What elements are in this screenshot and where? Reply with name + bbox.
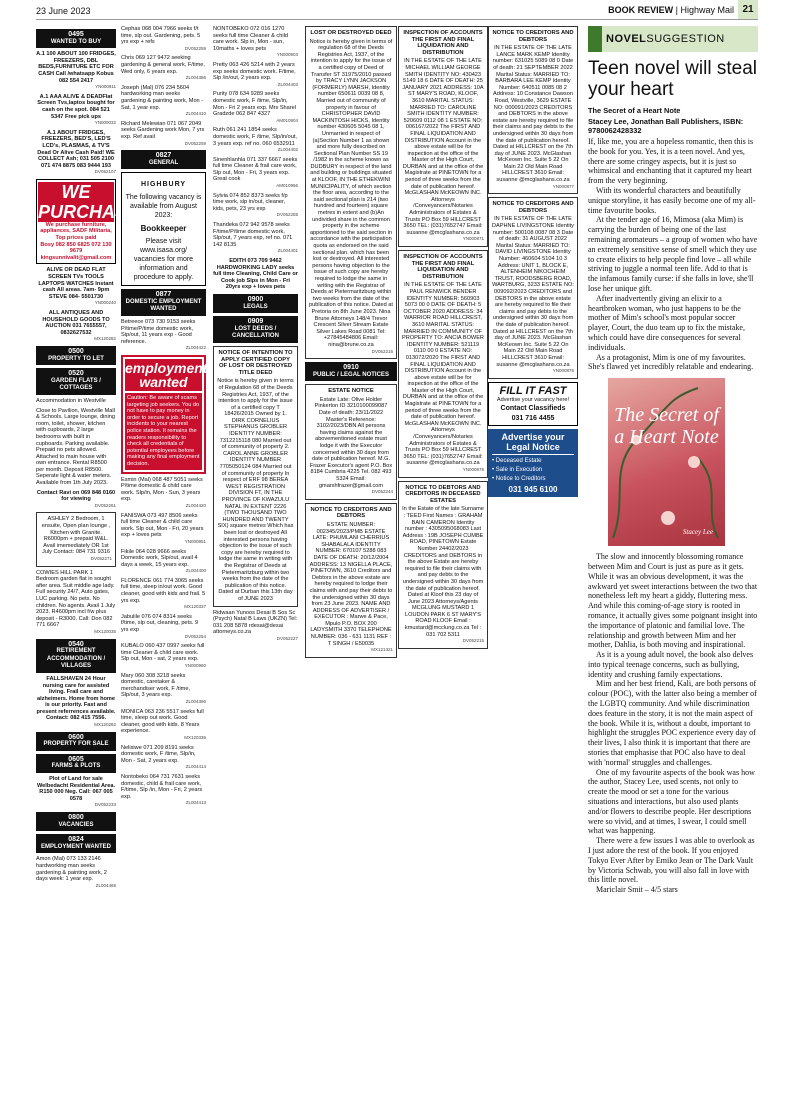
classified-text <box>121 709 206 742</box>
ad-ref: ZL004410 <box>185 111 206 117</box>
ad-text: ALIVE OR DEAD FLAT SCREEN TVs TOOLS LAPTOPS WATCHES Instant cash All areas. 7am- 9pm STEVE 084- 5501730 <box>38 267 114 300</box>
classified-text <box>121 26 206 52</box>
ad-text: Joseph (Mal) 076 234 5604 hardworking man seeks gardening & painting work, Mon - Sat, 1 year exp. <box>121 84 204 111</box>
classified-ad <box>36 310 116 343</box>
notice-heading: INSPECTION OF ACCOUNTS THE FIRST AND FINAL LIQUIDATION AND DISTRIBUTION <box>403 30 483 56</box>
section-number: 0827 <box>155 152 172 160</box>
section-number: 0877 <box>155 291 172 299</box>
boxed-ad <box>36 512 116 566</box>
notice-ref: DV052216 <box>371 348 393 354</box>
section-label <box>608 5 734 15</box>
purchase-email: kingsunnivalit@gmail.com <box>40 254 112 261</box>
ad-ref: ZL004468 <box>95 882 116 888</box>
review-paragraph: The slow and innocently blossoming romance between Mim and Court is just as pure as it gets. While it was an obvious development, it was the awkward yet sweet interactions between the two that nonetheless left my heart a giddy, fluttering mess. And while this coming-of-age story is rooted in romance, it actually gives some poignant insight into the importance of platonic and familial love. The relationship and growth between Mim and her mother, Dahlia, is both moving and inspirational. <box>588 552 758 650</box>
section-title: EMPLOYMENT WANTED <box>41 843 111 850</box>
ad-ref: DV052259 <box>184 45 206 51</box>
classified-text <box>121 745 206 771</box>
section-heading <box>36 639 116 673</box>
notice-ref: MX121321 <box>371 647 393 653</box>
legal-notice <box>213 346 298 607</box>
section-heading <box>36 732 116 751</box>
issue-date: 23 June 2023 <box>36 6 91 16</box>
ad-text: Esmin (Mal) 068 487 5051 seeks P/time domestic & child care work. Slp/in, Mon - Sun, 3 years exp. <box>121 476 203 503</box>
classifieds-column-3 <box>213 26 298 1106</box>
notice-ref: YN000875 <box>462 467 484 472</box>
ad-text: Chris 069 127 9472 seeking gardening & general work, F/time, Wed only, 6 years exp. <box>121 55 205 75</box>
ad-ref: MX120337 <box>184 604 206 610</box>
section-title: DOMESTIC EMPLOYMENT WANTED <box>125 298 202 313</box>
ad-ref: ZL004402 <box>277 147 298 153</box>
ad-text: Contact Ravi on 069 848 0160 for viewing <box>36 489 116 503</box>
ad-ref: MX120336 <box>184 734 206 740</box>
classified-ad <box>36 94 116 127</box>
ad-text: Mary 060 308 3218 seeks domestic, caretaker & merchandiser work, F /time, Slp/out, 3 years exp. <box>121 672 191 699</box>
section-heading <box>36 346 116 365</box>
legal-notice <box>305 26 397 359</box>
section-heading <box>121 289 206 316</box>
legal-notice <box>305 384 397 500</box>
ad-text: A.1 ABOUT FRIDGES, FREEZERS, BED'S, LED'S LCD's, PLASMAS, & TV'S Dead Or Alive Cash Paid! WE COLLECT Ash; 031 505 2100 071 474 8875 083 9444 193 <box>37 129 115 169</box>
ad-ref: YN000911 <box>95 84 116 90</box>
review-body-top <box>588 137 758 372</box>
ad-ref: DV052107 <box>94 169 116 175</box>
classified-text <box>121 319 206 352</box>
review-paragraph: At the tender age of 16, Mimosa (aka Mim) is carrying the burden of being one of the last remaining aromateurs – a group of women who have an extremely sensitive sense of smell which they use to create elixirs to help people find love – all while striving to juggle a normal teen life. Add to that is the infamous family curse: if she falls in love, she'll lose her unique gift. <box>588 215 758 293</box>
notice-heading: ESTATE NOTICE <box>328 388 374 395</box>
ad-ref: ZL004420 <box>185 502 206 508</box>
classified-text <box>121 55 206 81</box>
section-title: LOST DEEDS / CANCELLATION <box>232 325 279 340</box>
classified-text <box>36 570 116 636</box>
legal-column-1 <box>305 26 397 1106</box>
ad-ref: ZL004400 <box>185 568 206 574</box>
banner-bold: NOVEL <box>606 33 647 45</box>
ad-text: Richard Melewian 071 067 2049 seeks Gardening work Mon, 7 yrs exp. Ref avail <box>121 120 205 140</box>
legal-notice-ad <box>488 429 578 497</box>
classified-ad <box>213 258 298 291</box>
ad-text: FALLSHAVEN 24 Hour nursing care for assisted living. Frail care and alzheimers. Home from home is our priority. Fast and present referrences available. Contact: 082 415 7556. <box>36 675 116 722</box>
section-number: 0540 <box>68 640 84 648</box>
fill-contact: Contact Classifieds <box>500 405 566 413</box>
legal-list-item: • Deceased Estate <box>492 458 542 465</box>
notice-heading: NOTICE TO DEBTORS AND CREDITORS IN DECEASED ESTATES <box>405 484 481 504</box>
ad-ref: DV052259 <box>184 140 206 146</box>
section-heading <box>36 834 116 853</box>
section-number: 0520 <box>68 370 84 378</box>
ad-ref: MX120035 <box>94 628 116 634</box>
section-number: 0900 <box>247 295 264 303</box>
notice-heading: NOTICE TO CREDITORS AND DEBTORS <box>492 30 574 43</box>
notice-ref: YN000871 <box>462 236 484 242</box>
classified-text <box>213 157 298 190</box>
classified-text <box>121 774 206 807</box>
legal-phone: 031 945 6100 <box>508 485 558 495</box>
classified-text <box>213 193 298 219</box>
ad-ref: ZL004403 <box>277 81 298 87</box>
ad-text: A.1 AAA ALIVE & DEADFlat Screen Tvs,laptos bought for cash on the spot. 084 521 5347 Free pick ups <box>37 93 115 120</box>
notice-body: Notice is hereby given in terms of Regulation 68 of the Deeds Registries Act, 1937, of the intention to apply for the issue of a certified copy T 18426/2015 Owned by 1. DIRK CORNELIUS STEPHANUS GROBLER IDENTITY NUMBER: 7312215118 080 Married out of community of property 2. CAROL ANNE GROBLER IDENTITY NUMBER 7705050124 084 Married out of community of property In respect of ERF 98 BEREA WEST REGISTRATION DIVISION FT, IN THE PROVINCE OF KWAZULU NATAL IN EXTENT 2226 (TWO THOUSAND TWO HUNDRED AND TWENTY SIX) square metres Which has been lost or destroyed All interested persons having objection to the issue of such copy are hereby required to lodge the same in writing with the Registrar of Deeds at Pietermaritzburg within two weeks from the date of the publication of this notice. Dated at Durban this 13th day of JUNE 2023 <box>217 378 294 602</box>
ad-ref: MX120282 <box>94 336 116 342</box>
section-title: PROPERTY FOR SALE <box>43 741 109 748</box>
legal-notice <box>398 250 488 478</box>
ad-ref: YN000960 <box>184 663 206 668</box>
vacancy-more: Please visit www.isasa.org/ vacancies for more information and procedure to apply. <box>133 238 194 282</box>
cover-title: The Secret of a Heart Note <box>614 404 719 449</box>
ad-ref: AM010956 <box>276 183 298 189</box>
section-heading <box>36 368 116 395</box>
ad-text: Jabulile 076 074 8314 seeks f/time, slp out, cleaning, pets. 9 yrs exp <box>121 613 199 634</box>
notice-body: IN THE ESTATE OF THE LATE DAPHNE LIVINGSTONE Identity number: 500108 0087 08 3 Date of death: 31 AUGUST 2022 Marital Status: MARRIED TO: DAVID LIVINGSTONE Identity Number: 460604 5104 10 3 Address: UNIT 1, BLOCK E, ALTENHEIM NIKOCHEIM TRUST, ROODSBERG ROAD, WARTBURG, 3233 ESTATE NO: 009092/2023 CREDITORS and DEBTORS in the above estate are hereby required to file their claims and pay debts to the undersigned within 30 days from the date of publication hereof. Dated at HILLCREST on the 7th day of JUNE 2023. McGlashan McKeown Inc. Suite 5 22 On Main 22 Old Main Road HILLCREST 3610 Email: susanne @mcglashans.co.za <box>492 216 574 368</box>
highbury-vacancy-ad <box>121 172 206 286</box>
fill-title: FILL IT FAST <box>499 384 567 397</box>
ad-text: Amon (Mal) 073 133 2146 hardworking man seeks gardening & painting work, 2 days week: 1 year exp. <box>36 856 107 883</box>
ad-ref: YN000032 <box>94 120 116 126</box>
ad-text: FLORENCE 061 774 3065 seeks full time, sleep in/out work. Good cleaner, good with kids and frail. 5 yrs exp. <box>121 577 206 604</box>
notice-heading: LOST OR DESTROYED DEED <box>310 30 392 36</box>
notice-body: ESTATE NUMBER: 002345/2023/PMB ESTATE LATE: PHUMLANI CHERRIUS SHABALALA IDENTITY NUMBER: 670107 5288 083 DATE OF DEATH: 20/12/2004 ADDRESS: 13 NIGELLA PLACE, PINETOWN, 3610 Creditors and Debtors in the above estate are hereby required to lodge their claims with and pay their debts to the undersigned within 30 days from 23 June 2023. NAME AND ADDRESS OF ADVERTISER / EXECUTOR : Marwe & Pace, Mpulo P.O. BOX 200 LADYSMITH 3370 TELEPHONE NUMBER: 036 - 631 1131 REF : T SINGH / E50035 <box>309 521 393 647</box>
book-info: Stacey Lee, Jonathan Ball Publishers, ISBN: 9780062428332 <box>588 117 744 135</box>
ad-ref: YN000240 <box>94 300 116 306</box>
ad-ref: MX120282 <box>94 722 116 728</box>
ad-ref: ZL004401 <box>277 248 298 254</box>
caution-text: Caution: Be aware of scams targeting job seekers. You do not have to pay money in order to secure a job. Report incidents to your nearest police station. It remains the readers responsibility to check all credentials of potential employees before making any final employment decision. <box>125 393 202 470</box>
ad-ref: DV052254 <box>184 633 206 639</box>
review-paragraph: As it is a young adult novel, the book also delves into typical teenage concerns, such as bullying, identity and crushing family expectations. <box>588 650 754 679</box>
ad-ref: DV052271 <box>90 556 112 561</box>
section-title: GARDEN FLATS / COTTAGES <box>51 377 101 392</box>
ad-text: Accommodation in Westville <box>36 397 106 404</box>
ad-ref: DV052255 <box>276 212 298 218</box>
section-number: 0824 <box>68 836 84 844</box>
legal-column-2 <box>398 26 488 1106</box>
classified-text <box>213 62 298 88</box>
review-body-bottom <box>588 552 758 895</box>
classified-text <box>213 26 298 59</box>
section-title: RETIREMENT ACCOMMODATION / VILLAGES <box>46 648 106 670</box>
ad-text: Betreece 073 730 9153 seeks P/time/P/time domestic work, Sip/out, 11 years exp - Good reference. <box>121 319 196 345</box>
classified-text <box>121 549 206 575</box>
notice-body: IN THE ESTATE OF THE LATE MICHAEL WILLIAM GEORGE SMITH IDENTITY NO: 430423 5149 18 6 DATE OF DEATH: 25 JANUARY 2021 ADDRESS: 10A ST MARY'S ROAD, KLOOF, 3610 MARITAL STATUS: MARRIED TO: CAROLINE SMITH IDENTITY NUMBER: 520609 0112 08 1 ESTATE NO: 006167/2022 The FIRST AND FINAL LIQUIDATION AND DISTRIBUTION Account in the above estate will be for inspection at the office of the Master of the High Court, DURBAN and at the office of the Magistrate at PINETOWN for a period of three weeks from the date of publication hereof. McGLASHAN McKEOWN INC. Attorneys /Conveyancers/Notaries Administrators of Estates & Trusts PO Box 59 HILLCREST 3650 TEL: (031)7652747 Email: susanne @mcglashans.co.za <box>402 58 484 236</box>
purchase-phone: Bosy 082 850 6825 072 130 9679 <box>40 241 112 255</box>
section-heading <box>36 29 116 48</box>
fill-line: Advertise your vacancy here! <box>496 396 570 403</box>
page-header <box>36 0 758 20</box>
ad-ref: DV052227 <box>276 635 298 641</box>
ad-text: COWIES HILL PARK 1 Bedroom garden flat in sought after area. Suit middle age lady. Full security 24/7, Auto gates, LUC parking. No pets. No children. No agents. Avail 1 July 2023. R4600pm incl f/w plus deposit - R3000. Call: Don 082 771 6667 <box>36 569 116 629</box>
section-number: 0800 <box>68 814 84 821</box>
notice-body: In the Estate of the late Surname : TEED First Names : GRAHAM BAIN CAMERON Identity number : 4305095068083 Last Address : 19B JOSEPH CUMBE ROAD, PINETOWN Estate Number 24402/2023 CREDITORS and DEBTORS in the above Estate are hereby required to file their claims with and pay debts to the undersigned within 30 days from the date of publication hereof. Dated at Kloof this 23 day of June 2023 Attorneys/Agents MCGLUNG MUSTARD 1 LOUDON PARK 6 ST MARY'S ROAD KLOOF Email : kmustard@mcclung.co.za Tel : 031 702 5311 <box>402 506 484 638</box>
classified-ad <box>36 490 116 510</box>
ad-text: NONTOBEKO 072 016 1270 seeks full time Cleaner & child care work. Slp in, Mon - sun, 10maths + loves pets <box>213 26 288 52</box>
legal-notice <box>398 26 488 247</box>
section-name: BOOK REVIEW <box>608 5 674 15</box>
legal-notice <box>398 481 488 649</box>
ad-ref: ZL004414 <box>185 764 206 770</box>
notice-body: Notice is hereby given in terms of regulation 68 of the Deeds Registries Act, 1937, of the intention to apply for the issue of a certified copy of Deed of Transfer ST 31975/2010 passed by TRACY LYNN JACKSON (FORMERLY) MARSH, Identity number 650611 0039 08 8, Married out of community of property in favour of CHRISTOPHER DAVID MACKINTOSH HICKS, Identity number 430605 5045 08 1, Unmarried in respect of (a)Section Number 1 as shown and more fully described on Sectional Plan Number SS 19 /1982 in the scheme known as DUDBURY in respect of the land and building or buildings situated at KLOOF, IN THE ETHEKWINI MUNICIPALITY, of which section the floor area, according to the said sectional plan is 214 (two hundred and fourteen) square metres in extent and (b)An undivided share in the common property in the scheme apportioned to the said section in accordance with the participation quota as endorsed on the said sectional plan. which has been lost or destroyed. All interested persons having objection to the issue of such copy are hereby required to lodge the same in writing with the Registrar of Deeds at Pietermaritzburg within two weeks from the date of the publication of this notice. Dated at Pretoria on 8th June 2023. Nina Brune Attorneys 148/4 Trevor Crescent Silver Stream Estate Silver Lakes Road 0081 Tel: +27845484806 Email: nina@brune.co.za <box>309 38 393 348</box>
classified-text <box>213 127 298 153</box>
legal-column-3 <box>488 26 578 1106</box>
section-title: FARMS & PLOTS <box>51 763 101 770</box>
legal-list-item: • Sale in Execution <box>492 467 543 474</box>
highbury-logo: HIGHBURY <box>140 181 187 189</box>
section-title: PUBLIC / LEGAL NOTICES <box>313 371 389 378</box>
classified-ad <box>36 267 116 307</box>
notice-heading: NOTICE TO CREDITORS AND DEBTORS <box>492 201 574 214</box>
section-heading <box>213 294 298 313</box>
ad-text: Pretty 063 426 5214 with 2 years exp seeks domestic work. F/time, Slp /in/out, 2 years exp. <box>213 61 296 82</box>
classified-text <box>121 578 206 611</box>
ad-text: Ridwaan Yunoos Desai B Sos Sc (Psych) Natal B Laws (UKZN) Tel: 031 208 5878 rdesai@desai attorneys.co.za <box>213 609 298 636</box>
classified-text <box>213 91 298 124</box>
ad-text: KUBALO 060 437 0997 seeks full time Cleaner & child care work. Slp out, Mon - sat, 2 years exp. <box>121 643 205 663</box>
section-number: 0500 <box>68 347 84 355</box>
legal-list-item: • Notice to Creditors <box>492 476 546 483</box>
classified-ad <box>36 776 116 809</box>
notice-heading: NOTICE TO CREDITORS AND DEBTORS <box>310 506 392 520</box>
section-heading <box>36 812 116 831</box>
review-headline: Teen novel will steal your heart <box>588 58 757 100</box>
classified-text <box>121 673 206 706</box>
section-title: WANTED TO BUY <box>50 38 102 45</box>
ad-ref: ZL004386 <box>185 75 206 81</box>
review-paragraph: There were a few issues I was able to overlook as I just adore the rest of the book. If you enjoyed Tokyo Ever After by Emiko Jean or The Dark Vault by Victoria Schwab, you will also fall in love with this little novel. <box>588 836 755 885</box>
paper-name: Highway Mail <box>680 5 734 15</box>
section-title: LEGALS <box>243 303 268 310</box>
classified-text <box>121 85 206 118</box>
notice-heading: INSPECTION OF ACCOUNTS THE FIRST AND FINAL LIQUIDATION AND DISTRIBUTION <box>403 254 483 280</box>
ad-ref: AM010904 <box>276 117 298 123</box>
notice-body: Estate Late: Olive Holder Pinkerton ID 3210100099087 Date of death: 23/11/2022 Master's Reference: 3102/2023/DBN All persons having claims against the abovementioned estate must lodge it with the Executor concerned within 30 days from date of publication hereof. M.G. Frazer Executor's agent P.O. Box 8184 Cumbria 4225 Tel. 082 493 5324 Email: gmarshfrazer@gmail.com <box>309 396 393 489</box>
classified-text <box>121 643 206 669</box>
vacancy-role: Bookkeeper <box>140 224 187 234</box>
classified-text <box>213 222 298 255</box>
ad-ref: DV052261 <box>94 502 116 508</box>
review-paragraph: As a protagonist, Mim is one of my favourites. She's flawed yet incredibly relatable and endearing. <box>588 352 754 372</box>
fill-phone: 031 716 4455 <box>511 414 555 422</box>
purchase-title: WE PURCHASE <box>38 181 140 222</box>
section-title: PROPERTY TO LET <box>48 355 104 362</box>
classified-text <box>36 408 116 487</box>
ad-ref: ZL004396 <box>185 698 206 704</box>
section-number: 0909 <box>247 318 264 326</box>
ad-text: FANISWA 073 497 8506 seeks full time Cleaner & child care work. Slp out, Mon - Fri, 20 years exp + loves pets <box>121 512 204 539</box>
ad-text: MONICA 063 236 5517 seeks full time, sleep out work. Good cleaner, good with kids. 8 Years experience. <box>121 708 204 735</box>
ad-ref: ZL004413 <box>185 800 206 806</box>
purchase-line: We purchase furniture, appliances, SADF Militaria, Top prices paid <box>40 221 112 242</box>
legal-notice <box>305 503 397 658</box>
classified-ad <box>36 51 116 91</box>
review-paragraph: One of my favourite aspects of the book was how the author, Stacey Lee, used scents, not only to create the mood or set a tone for the various situations and interactions, but also used plants and/or flowers to describe people. Her descriptions were so vivid, and at times, I swear, I could smell what was happening. <box>588 767 755 836</box>
notice-ref: DV052244 <box>371 489 393 495</box>
novel-review <box>588 26 758 895</box>
classified-text <box>213 610 298 643</box>
classified-text <box>121 477 206 510</box>
ad-text: EDITH 073 709 9462 HARDWORKING LADY seeks full time Cleaning, Child Care or Cook job Slps in Mon - Fri 20yrs exp + loves pets <box>213 258 298 291</box>
ad-text: Nelisiwe 071 209 8191 seeks domestic work, F /time, Slp/in, Mon - Sat, 2 years exp. <box>121 744 196 764</box>
review-paragraph: After inadvertently giving an elixir to a heartbroken woman, who just happens to be the mother of Mim's school's most popular soccer player, Court, the duo team up to fix the mistake, which could have dire consequences for several individuals. <box>588 293 745 352</box>
ad-text: Close to Pavilion, Westville Mall & Schools. Large lounge, dining room, toilet, shower, kitchen with cupboards, 2 large bedrooms with built in cupboards. Parking available. Prepaid no pets allowed. Attached to main house with own entrance. Rental R8500 per month. Deposit R8500. Seperate light & water meters. Available from 1th July 2023. <box>36 407 115 487</box>
review-paragraph: With its wonderful characters and beautifully unique storyline, it has easily become one of my all-time favourite books. <box>588 185 756 215</box>
ad-text: Cephas 068 004 7966 seeks f/t time, slp out. Gardening, pets. 5 yrs exp + refs <box>121 26 201 46</box>
section-heading <box>36 754 116 773</box>
book-title: The Secret of a Heart Note <box>588 106 681 115</box>
classified-text <box>121 121 206 147</box>
section-number: 0600 <box>68 733 84 741</box>
classified-text <box>36 856 116 889</box>
purchase-ad <box>36 179 140 265</box>
ad-text: Thandeka 072 942 9578 seeks F/time/P/time domestic work, Slp/out, 7 years exp, ref no. 071 142 8135 <box>213 222 293 248</box>
review-paragraph: Mariclair Smit – 4/5 stars <box>596 885 678 895</box>
page-number: 21 <box>738 0 758 19</box>
vacancy-intro: The following vacancy is available from August 2023: <box>125 194 202 220</box>
banner-rest: SUGGESTION <box>646 33 725 45</box>
notice-ref: DV052215 <box>462 638 484 644</box>
legal-title: Advertise your Legal Notice <box>492 432 574 455</box>
classified-ad <box>36 130 116 176</box>
ad-text: Fikile 064 028 9666 seeks Domestic work, Slp/out, avail 4 days a week, 15 years exp. <box>121 548 198 568</box>
ad-text: Purity 078 634 9289 seeks domestic work, F /time, Slp/in, Mon - Fri 2 years exp. Mrs Sharel Gradzde 062 847 4327 <box>213 91 296 118</box>
notice-ref: YN000877 <box>552 183 574 189</box>
ad-text: Sinenhlanhla 071 337 6667 seeks full time Cleaner & frail care work, Slp out, Mon - Fri, 3 years exp. Great cook <box>213 156 298 183</box>
section-number: 0910 <box>343 364 359 372</box>
notice-body: IN THE ESTATE OF THE LATE PAUL RENWICK BENDER IDENTITY NUMBER: 560903 5073 00 0 DATE OF DEATH: 5 OCTOBER 2020 ADDRESS: 34 WARRIOR ROAD HILLCREST, 3610 MARITAL STATUS: MARRIED IN COMMUNITY OF PROPERTY TO: ANCIA BOWER IDENTITY NUMBER: 521119 0110 00 0 ESTATE NO: 013072/2020 The FIRST AND FINAL LIQUIDATION AND DISTRIBUTION Account in the above estate will be for inspection at the office of the Master of the High Court, DURBAN and at the office of the Magistrate at PINETOWN for a period of three weeks from the date of publication hereof. McGLASHAN McKEOWN INC. Attorneys /Conveyancers/Notaries Administrators of Estates & Trusts PO Box 59 HILLCREST 3650 TEL: (031)7652747 Email: susanne @mcglashans.co.za <box>402 282 484 467</box>
legal-notice <box>488 26 578 194</box>
section-separator: | <box>673 5 681 15</box>
ad-text: Nontobeko 064 731 7631 seeks domestic, child & frail care work, F/time, Slp /in, Mon - Fri, 2 years exp. <box>121 773 203 800</box>
section-heading <box>213 316 298 343</box>
classified-text <box>121 513 206 546</box>
employment-title: employment wanted <box>125 360 208 391</box>
ad-ref: DV052233 <box>94 802 116 808</box>
classified-text <box>121 614 206 640</box>
ad-ref: YN000951 <box>184 538 206 544</box>
review-paragraph: Mim and her best friend, Kali, are both persons of colour (POC), with the latter also being a member of the LGBTQ community. And while discrimination does feature in the story, it is not the main aspect of the book. While it is, without a doubt, important to highlight the struggles POC experience every day of their lives, I also think it is important that there are stories that emphasise that POC also have to deal with 'normal' struggles and challenges. <box>588 679 757 767</box>
section-title: GENERAL <box>148 159 179 166</box>
cover-author: Stacey Lee <box>682 528 713 537</box>
notice-ref: YN000876 <box>552 368 574 374</box>
section-number: 0605 <box>68 755 84 763</box>
review-paragraph: If, like me, you are a hopeless romantic, then this is the book for you. Yes, it is a teen novel. And yes, there are some cringey aspects, but it is just so whimsical and enchanting that it captured my heart from the very beginning. <box>588 137 754 186</box>
ad-text: ASHLEY 2 Bedroom, 1 ensuite, Open plan lounge , Kitchen with Granite. R6000pm + prepaid W&L. Avail imemediately OR 1st July Contact: 084 731 9316 <box>41 516 111 556</box>
novel-suggestion-banner <box>588 26 758 52</box>
classified-ad <box>36 676 116 729</box>
section-title: VACANCIES <box>58 821 94 828</box>
fill-it-fast-ad <box>488 382 578 427</box>
ad-text: Sylvia 074 852 8373 seeks f/p time work, slp in/out, cleaner, kids, pets, 23 yrs exp <box>213 192 288 212</box>
legal-list <box>492 457 574 484</box>
classifieds-column-2 <box>121 26 206 1106</box>
classified-text <box>36 398 116 405</box>
book-cover-image <box>608 378 725 546</box>
section-heading <box>305 362 397 381</box>
ad-text: Plot of Land for sale Welbedacht Residential Area. R150 000 Neg. Call: 067 005 0578 <box>36 776 116 802</box>
notice-body: IN THE ESTATE OF THE LATE LANCE MARK KEMP Identity number: 631025 5089 08 0 Date of death: 21 SEPTEMBER 2022 Marital Status: MARRIED TO: BARBARA LEE KEMP Identity Number: 640511 0085 08 2 Address: 10 Constance Dawson Road, Westville, 3629 ESTATE NO: 000091/2023 CREDITORS and DEBTORS in the above estate are hereby required to file their claims and pay debts to the undersigned within 30 days from the date of publication hereof. Dated at HILLCREST on the 7th day of JUNE 2023. McGlashan McKeown Inc. Suite 5 22 On Main 22 Old Main Road HILLCREST 3610 Email: susanne @mcglashans.co.za <box>492 45 574 184</box>
ad-text: A.1 100 ABOUT 100 FRIDGES, FREEZERS, DBL BEDS,FURNITURE ETC FOR CASH Call /whatsapp Kobus 082 554 2417 <box>36 51 116 84</box>
ad-text: ALL ANTIQUES AND HOUSEHOLD GOODS TO AUCTION 031 7655557, 0832627532 <box>42 310 110 336</box>
section-heading <box>121 150 206 169</box>
ad-text: Ruth 061 241 1854 seeks domestic work, F /time, Slp/in/out, 3 years exp. ref no. 060 6532911 <box>213 127 297 147</box>
legal-notice <box>488 197 578 378</box>
ad-ref: YN000903 <box>276 52 298 58</box>
notice-heading: NOTICE OF INTENTION TO APPLY CERTIFIED COPY OF LOST OR DESTROYED TITLE DEED <box>218 349 293 376</box>
section-number: 0495 <box>68 31 84 38</box>
classifieds-column-1 <box>36 26 140 1106</box>
ad-ref: ZL004422 <box>185 345 206 351</box>
employment-caution-box <box>121 355 206 474</box>
